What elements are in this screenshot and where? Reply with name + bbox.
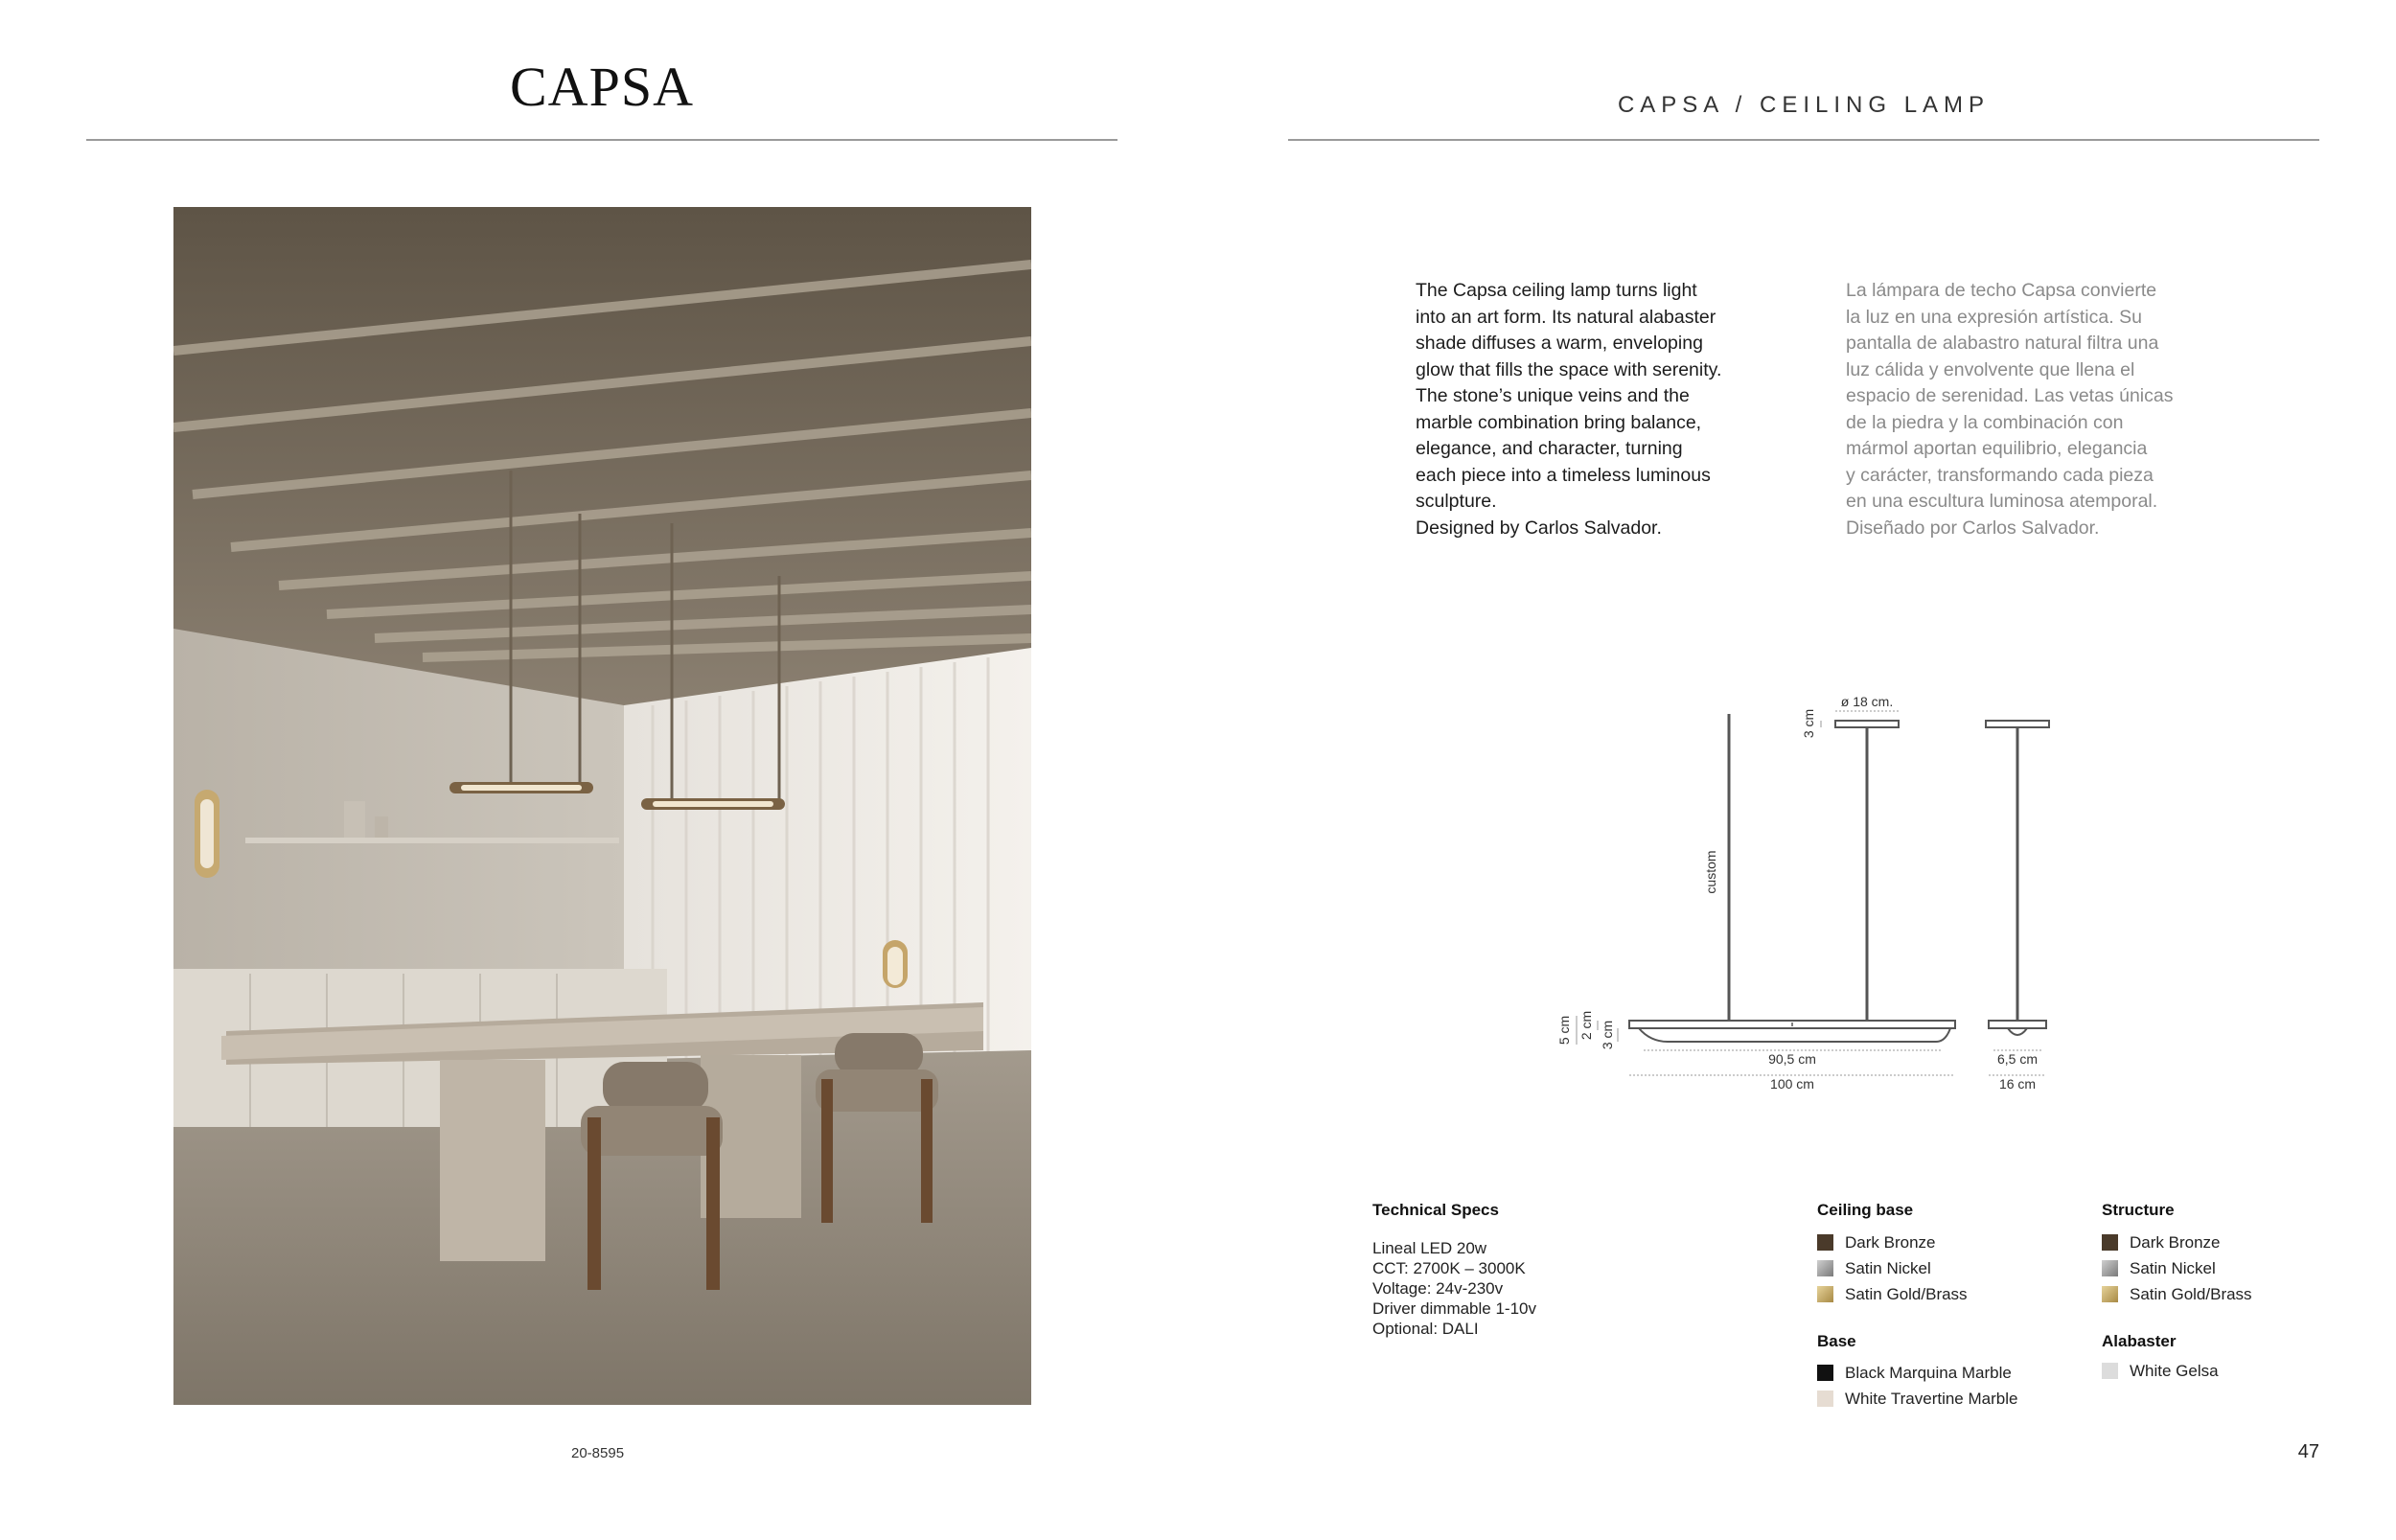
base-finishes bbox=[1817, 1360, 2017, 1412]
description-line: espacio de serenidad. Las vetas únicas bbox=[1846, 385, 2174, 406]
base-heading: Base bbox=[1817, 1332, 1856, 1350]
description-line: The Capsa ceiling lamp turns light bbox=[1416, 280, 1697, 301]
description-line: Designed by Carlos Salvador. bbox=[1416, 517, 1662, 539]
alabaster-heading: Alabaster bbox=[2102, 1332, 2177, 1350]
description-line: y carácter, transformando cada pieza bbox=[1846, 464, 2154, 486]
finish-label: Satin Nickel bbox=[2130, 1258, 2216, 1277]
finish-label: Satin Gold/Brass bbox=[2130, 1284, 2252, 1303]
technical-drawing bbox=[1543, 685, 2070, 1097]
description-line: Diseñado por Carlos Salvador. bbox=[1846, 517, 2100, 539]
finish-item bbox=[1817, 1386, 2017, 1412]
finish-label: White Travertine Marble bbox=[1845, 1389, 2018, 1408]
description-line: shade diffuses a warm, enveloping bbox=[1416, 333, 1703, 354]
finish-label: Satin Nickel bbox=[1845, 1258, 1931, 1277]
dim-total-length: 100 cm bbox=[1770, 1076, 1814, 1092]
ceiling-base-finishes bbox=[1817, 1230, 1968, 1307]
dim-cable: custom bbox=[1703, 850, 1718, 894]
finish-item bbox=[2102, 1255, 2252, 1281]
dim-height-low: 3 cm bbox=[1600, 1020, 1615, 1050]
finish-item bbox=[2102, 1358, 2219, 1384]
section-divider bbox=[1288, 139, 2319, 141]
swatch-dark-bronze bbox=[2102, 1234, 2118, 1251]
swatch-black-marble bbox=[1817, 1365, 1833, 1381]
description-line: luz cálida y envolvente que llena el bbox=[1846, 358, 2135, 380]
description-line: en una escultura luminosa atemporal. bbox=[1846, 491, 2158, 512]
finish-label: Satin Gold/Brass bbox=[1845, 1284, 1968, 1303]
description-line: marble combination bring balance, bbox=[1416, 411, 1702, 433]
finish-item bbox=[2102, 1230, 2252, 1255]
dim-diameter: ø 18 cm. bbox=[1840, 694, 1894, 709]
spec-line: Lineal LED 20w bbox=[1372, 1239, 1487, 1257]
dim-base-height: 3 cm bbox=[1801, 708, 1816, 739]
description-line: de la piedra y la combinación con bbox=[1846, 411, 2124, 433]
description-line: pantalla de alabastro natural filtra una bbox=[1846, 333, 2159, 354]
description-line: The stone’s unique veins and the bbox=[1416, 385, 1690, 406]
swatch-satin-nickel bbox=[2102, 1260, 2118, 1276]
swatch-satin-gold bbox=[1817, 1286, 1833, 1302]
swatch-satin-nickel bbox=[1817, 1260, 1833, 1276]
description-line: glow that fills the space with serenity. bbox=[1416, 358, 1722, 380]
spec-line: Optional: DALI bbox=[1372, 1320, 1479, 1338]
description-line: La lámpara de techo Capsa convierte bbox=[1846, 280, 2157, 301]
dim-height-total: 5 cm bbox=[1556, 1015, 1572, 1046]
section-title: CAPSA / CEILING LAMP bbox=[1617, 92, 1991, 118]
finish-label: Dark Bronze bbox=[2130, 1232, 2221, 1252]
spec-line: Driver dimmable 1-10v bbox=[1372, 1299, 1536, 1318]
alabaster-finishes bbox=[2102, 1358, 2219, 1384]
description-line: each piece into a timeless luminous bbox=[1416, 464, 1711, 486]
description-line: mármol aportan equilibrio, elegancia bbox=[1846, 438, 2148, 459]
swatch-white-gelsa bbox=[2102, 1363, 2118, 1379]
description-english bbox=[1416, 278, 1770, 541]
dim-inner-length: 90,5 cm bbox=[1768, 1051, 1816, 1067]
dim-side-width: 16 cm bbox=[1998, 1076, 2037, 1092]
dim-side-height: 6,5 cm bbox=[1996, 1051, 2039, 1067]
structure-finishes bbox=[2102, 1230, 2252, 1307]
description-line: into an art form. Its natural alabaster bbox=[1416, 306, 1716, 328]
product-code: 20-8595 bbox=[571, 1445, 625, 1461]
finish-item bbox=[1817, 1255, 1968, 1281]
description-line: sculpture. bbox=[1416, 491, 1497, 512]
specs-list bbox=[1372, 1238, 1536, 1339]
finish-item bbox=[2102, 1281, 2252, 1307]
page-number: 47 bbox=[2297, 1441, 2319, 1462]
swatch-dark-bronze bbox=[1817, 1234, 1833, 1251]
title-divider bbox=[86, 139, 1117, 141]
description-line: la luz en una expresión artística. Su bbox=[1846, 306, 2142, 328]
description-spanish bbox=[1846, 278, 2200, 541]
specs-heading: Technical Specs bbox=[1372, 1201, 1499, 1219]
ceiling-base-heading: Ceiling base bbox=[1817, 1201, 1914, 1219]
page-title: CAPSA bbox=[510, 56, 694, 118]
finish-item bbox=[1817, 1360, 2017, 1386]
finish-label: White Gelsa bbox=[2130, 1361, 2219, 1380]
structure-heading: Structure bbox=[2102, 1201, 2175, 1219]
spec-line: CCT: 2700K – 3000K bbox=[1372, 1259, 1526, 1277]
swatch-satin-gold bbox=[2102, 1286, 2118, 1302]
finish-label: Black Marquina Marble bbox=[1845, 1363, 2012, 1382]
finish-item bbox=[1817, 1281, 1968, 1307]
description-line: elegance, and character, turning bbox=[1416, 438, 1683, 459]
spec-line: Voltage: 24v-230v bbox=[1372, 1279, 1504, 1298]
swatch-white-travertine bbox=[1817, 1391, 1833, 1407]
finish-item bbox=[1817, 1230, 1968, 1255]
finish-label: Dark Bronze bbox=[1845, 1232, 1936, 1252]
dim-height-mid: 2 cm bbox=[1578, 1010, 1594, 1041]
product-photo bbox=[173, 207, 1031, 1405]
